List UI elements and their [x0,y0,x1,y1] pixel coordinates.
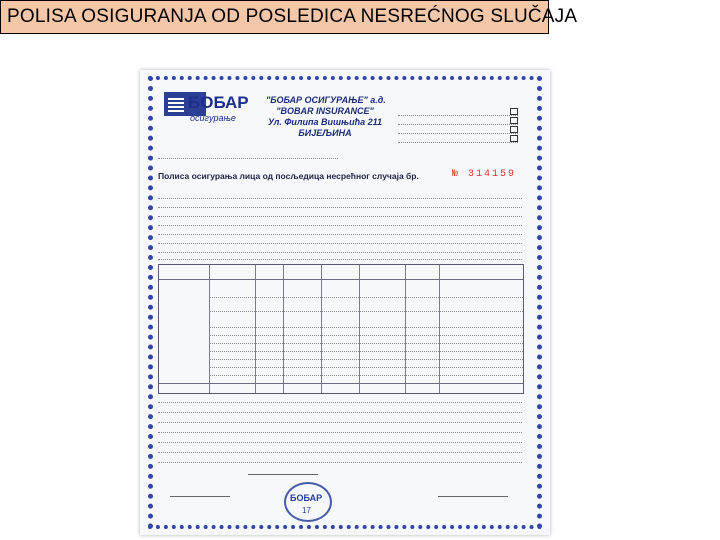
form-line [158,207,522,208]
form-line [158,252,522,253]
table-row [209,297,523,298]
form-line [158,225,522,226]
logo-stripes-icon [168,96,184,112]
table-footer-divider [159,383,523,384]
scanned-policy-document [140,70,550,535]
table-column-divider [439,265,440,393]
company-header [266,95,384,139]
table-row [209,335,523,336]
table-row [209,359,523,360]
table-column-divider [405,265,406,393]
form-line [158,402,522,403]
table-row [209,311,523,312]
form-line [158,216,522,217]
form-line [158,452,522,453]
logo-name: БОБАР [188,93,249,112]
table-column-divider [321,265,322,393]
table-column-divider [283,265,284,393]
table-column-divider [359,265,360,393]
table-row [209,343,523,344]
form-line [158,198,522,199]
info-row [398,126,518,134]
stamp-number: 17 [302,506,311,515]
form-line [158,432,522,433]
form-line [158,259,522,260]
form-line [158,422,522,423]
office-info-box [398,108,518,144]
company-line-1: "БОБАР ОСИГУРАЊЕ" а.д. [266,95,386,105]
table-column-divider [209,265,210,393]
table-header-divider [159,279,523,280]
info-row [398,135,518,143]
table-column-divider [255,265,256,393]
policy-title: Полиса осигурања лица од посљедица несрећног случаја бр. [158,171,419,181]
signature-line [170,496,230,497]
form-line [158,462,522,463]
form-line [158,442,522,443]
company-line-2: "BOBAR INSURANCE" [276,106,374,116]
logo-subtitle: осигурање [190,113,236,123]
form-line [158,243,522,244]
form-line [158,234,522,235]
table-row [209,367,523,368]
company-line-3: Ул. Филипа Вишњића 211 [268,117,382,127]
info-row [398,108,518,116]
form-line [158,412,522,413]
stamp-text: БОБАР [290,493,323,503]
coverage-table [158,264,524,394]
table-row [209,375,523,376]
company-line-4: БИЈЕЉИНА [298,128,352,138]
info-row [398,117,518,125]
form-line [158,158,338,159]
signature-line [248,474,318,475]
table-row [209,351,523,352]
slide-title: POLISA OSIGURANJA OD POSLEDICA NESREĆNOG SLUČAJA [7,6,578,27]
policy-number: № 314159 [452,169,517,180]
title-banner [0,0,578,34]
table-row [209,327,523,328]
signature-line [438,496,508,497]
